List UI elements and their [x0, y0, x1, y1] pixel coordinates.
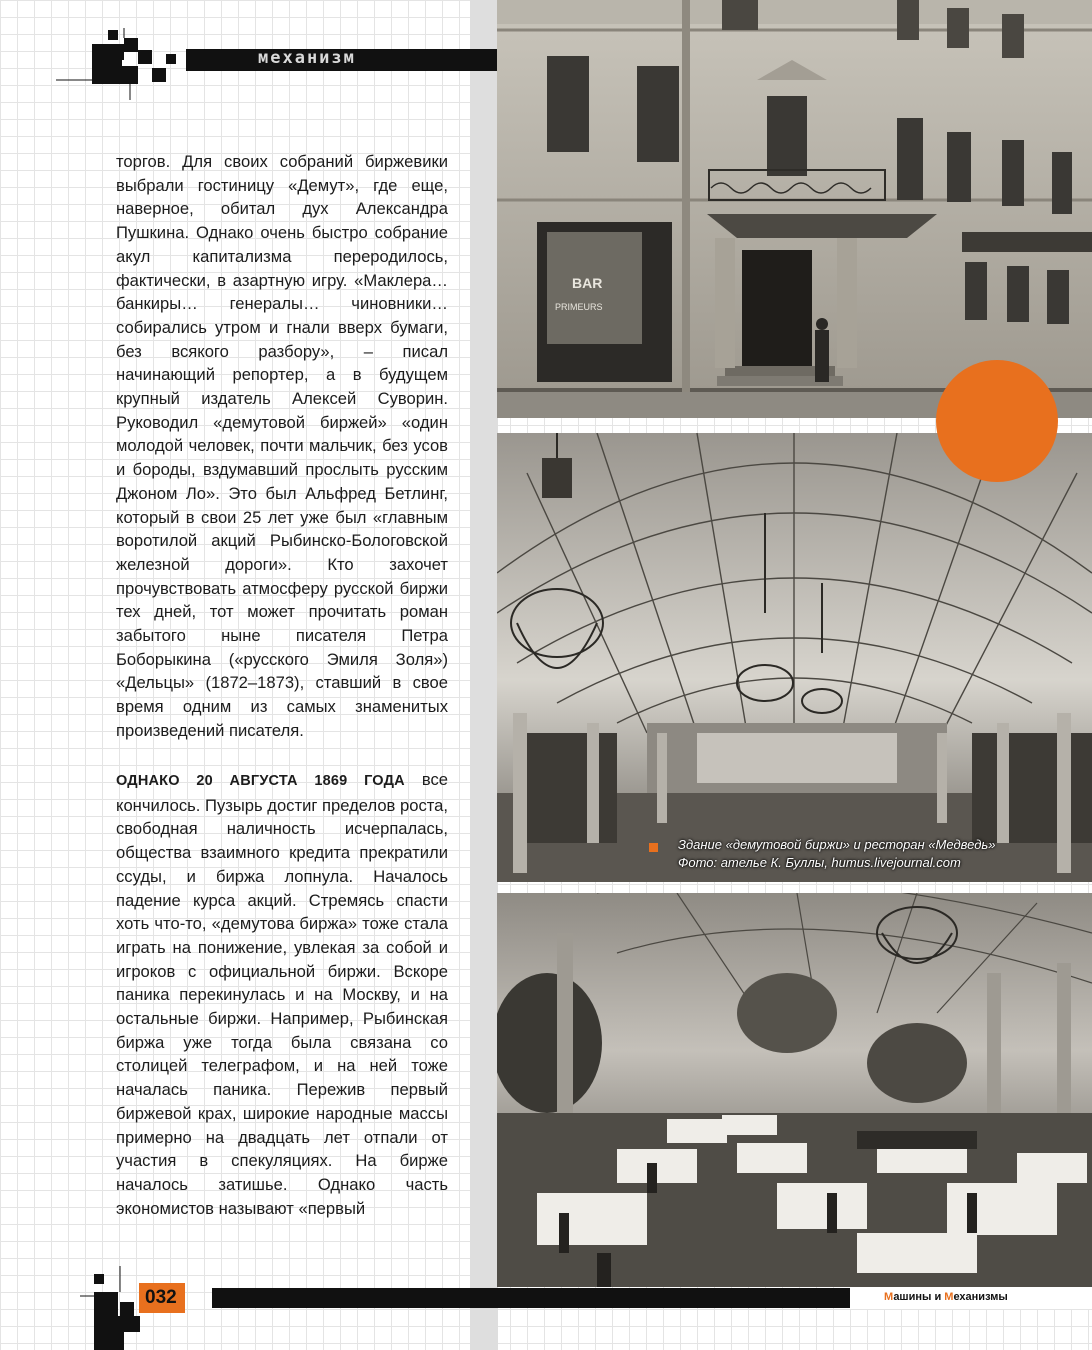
- page-gutter: [470, 0, 498, 1350]
- brand-initial-2: М: [944, 1291, 954, 1303]
- section-logo-icon: [56, 28, 196, 100]
- caption-title: Здание «демутовой биржи» и ресторан «Медведь»: [678, 837, 996, 852]
- paragraph-body: все кончилось. Пузырь достиг пределов роста, свободная наличность исчерпалась, общества взаимного кредита прекратили ссуды, и биржа лопнула. Началось падение курса акций. Стремясь спасти хоть что-то, «демутова биржа» тоже стала играть на понижение, увлекая за собой и игроков с официальной биржи. Вскоре паника перекинулась и на Москву, и на остальные биржи. Например, Рыбинская биржа уже тогда была связана со столицей телеграфом, и на ней тоже началась паника. Пережив первый биржевой крах, широкие народные массы примерно на двадцать лет отпали от участия в спекуляциях. На бирже началось затишье. Однако часть экономистов называют «первый: [116, 770, 449, 1218]
- brand-initial-1: М: [884, 1291, 894, 1303]
- brand-word-1: ашины и: [893, 1291, 945, 1303]
- storefront-sign-primeurs: PRIMEURS: [555, 302, 603, 312]
- photo-restaurant-tables: [497, 893, 1092, 1287]
- storefront-sign-bar: BAR: [572, 275, 603, 291]
- caption-credit: Фото: ателье К. Буллы, humus.livejournal.com: [678, 855, 961, 870]
- photo-caption: [678, 836, 995, 872]
- page-number: 032: [145, 1287, 177, 1308]
- section-title: механизм: [258, 48, 356, 68]
- article-paragraph-2: [116, 768, 448, 1220]
- photo-building-facade: [497, 0, 1092, 418]
- brand-word-2: еханизмы: [953, 1291, 1008, 1303]
- photo-glass-hall: [497, 433, 1092, 882]
- caption-marker-icon: [649, 843, 658, 852]
- magazine-brand: [884, 1291, 1008, 1303]
- paragraph-lead-in: ОДНАКО 20 АВГУСТА 1869 ГОДА: [116, 773, 405, 789]
- orange-circle-decoration: [936, 360, 1058, 482]
- article-paragraph-1: торгов. Для своих собраний биржевики выбрали гостиницу «Демут», где еще, наверное, обитал дух Александра Пушкина. Однако очень быстро собрание акул капитализма переродилось, фактически, в азартную игру. «Маклера… банкиры… генералы… чиновники… собирались утром и гнали вверх бумаги, без всякого разбору», – писал начинающий репортер, а в будущем крупный издатель Алексей Суворин. Руководил «демутовой биржей» «один молодой человек, почти мальчик, без усов и бороды, вздумавший прослыть русским Джоном Ло». Это был Альфред Бетлинг, который в свои 25 лет уже был «главным воротилой акций Рыбинско-Бологовской железной дороги». Кто захочет прочувствовать атмосферу русской биржи тех дней, тот может прочитать роман забытого ныне писателя Петра Боборыкина («русского Эмиля Золя») «Дельцы» (1872–1873), ставший в свое время одним из самых знаменитых произведений писателя.: [116, 152, 448, 740]
